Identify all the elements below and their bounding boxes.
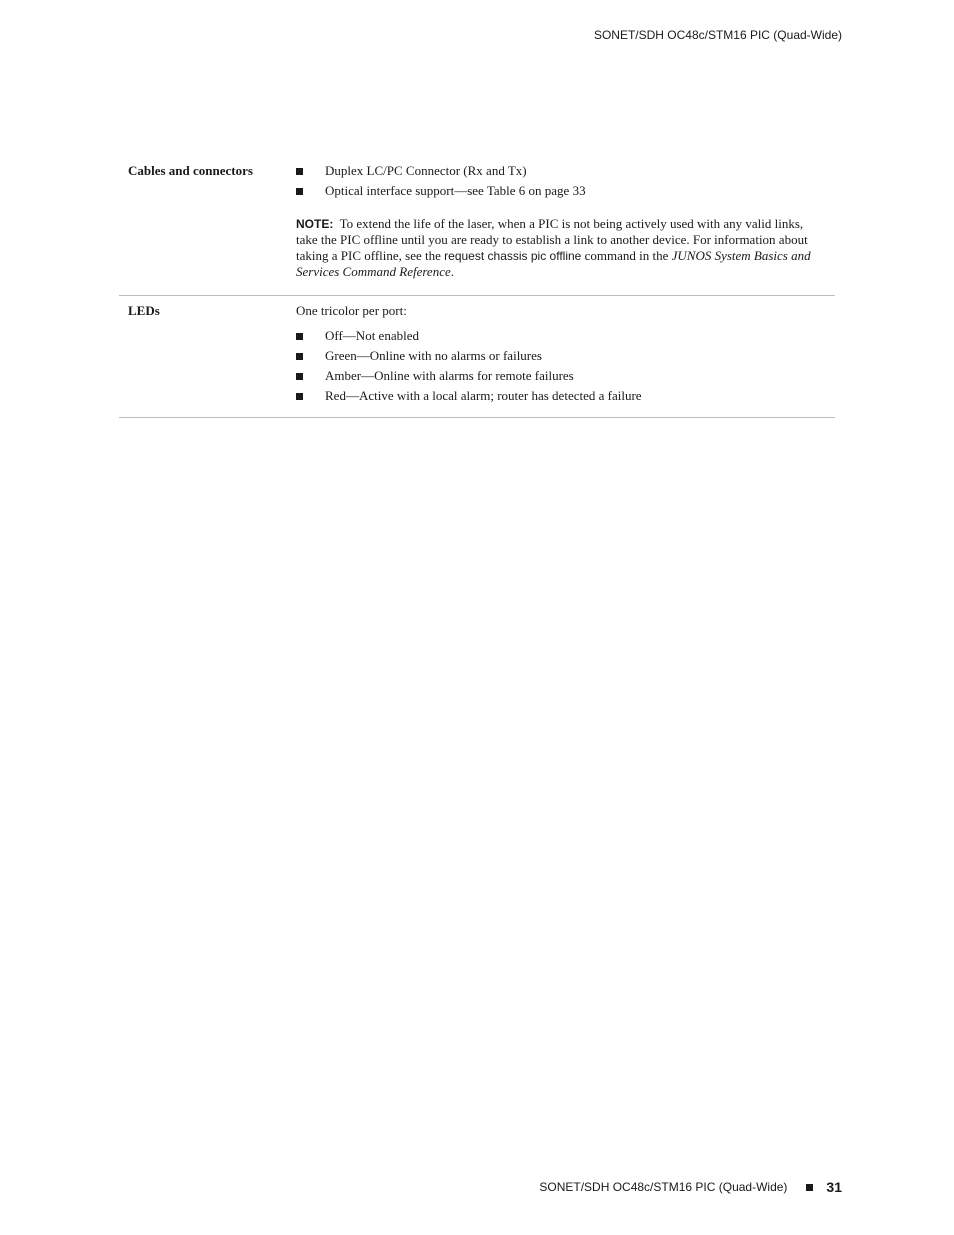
reference-title: JUNOS System Basics and Services Command Reference [296, 248, 811, 279]
table-row-cables-and-connectors [119, 160, 835, 296]
row-label: LEDs [128, 303, 160, 318]
square-bullet-icon [806, 1184, 813, 1191]
page-footer [539, 1179, 842, 1195]
specifications-table [119, 160, 835, 418]
list-item [296, 388, 835, 404]
row-intro-text: One tricolor per port: [296, 303, 407, 318]
cli-command: request chassis pic offline [444, 249, 582, 263]
note-paragraph [296, 216, 826, 280]
list-item [296, 348, 835, 364]
row-content [296, 303, 835, 404]
page-number: 31 [826, 1179, 842, 1195]
row-content [296, 163, 835, 280]
list-item [296, 183, 835, 199]
square-bullet-icon [296, 373, 303, 380]
list-item-text: Red—Active with a local alarm; router has detected a failure [325, 388, 642, 403]
running-header: SONET/SDH OC48c/STM16 PIC (Quad-Wide) [593, 28, 842, 42]
table-row-leds [119, 296, 835, 418]
list-item-text: Optical interface support—see Table 6 on page 33 [325, 183, 586, 198]
list-item [296, 328, 835, 344]
list-item [296, 163, 835, 179]
square-bullet-icon [296, 333, 303, 340]
note-text: command in the [584, 248, 669, 263]
note-text: To extend the life of the laser, when a PIC is not being actively used with any valid links, take the PIC offline until you are ready to establish a link to another device. For information about taking a PIC offline, see the [296, 216, 808, 263]
row-label: Cables and connectors [128, 163, 253, 178]
square-bullet-icon [296, 353, 303, 360]
square-bullet-icon [296, 188, 303, 195]
list-item-text: Amber—Online with alarms for remote failures [325, 368, 574, 383]
note-text: . [450, 264, 454, 279]
square-bullet-icon [296, 168, 303, 175]
list-item [296, 368, 835, 384]
list-item-text: Green—Online with no alarms or failures [325, 348, 542, 363]
list-item-text: Duplex LC/PC Connector (Rx and Tx) [325, 163, 527, 178]
list-item-text: Off—Not enabled [325, 328, 419, 343]
note-label: NOTE: [296, 217, 334, 231]
square-bullet-icon [296, 393, 303, 400]
footer-title: SONET/SDH OC48c/STM16 PIC (Quad-Wide) [539, 1180, 788, 1194]
